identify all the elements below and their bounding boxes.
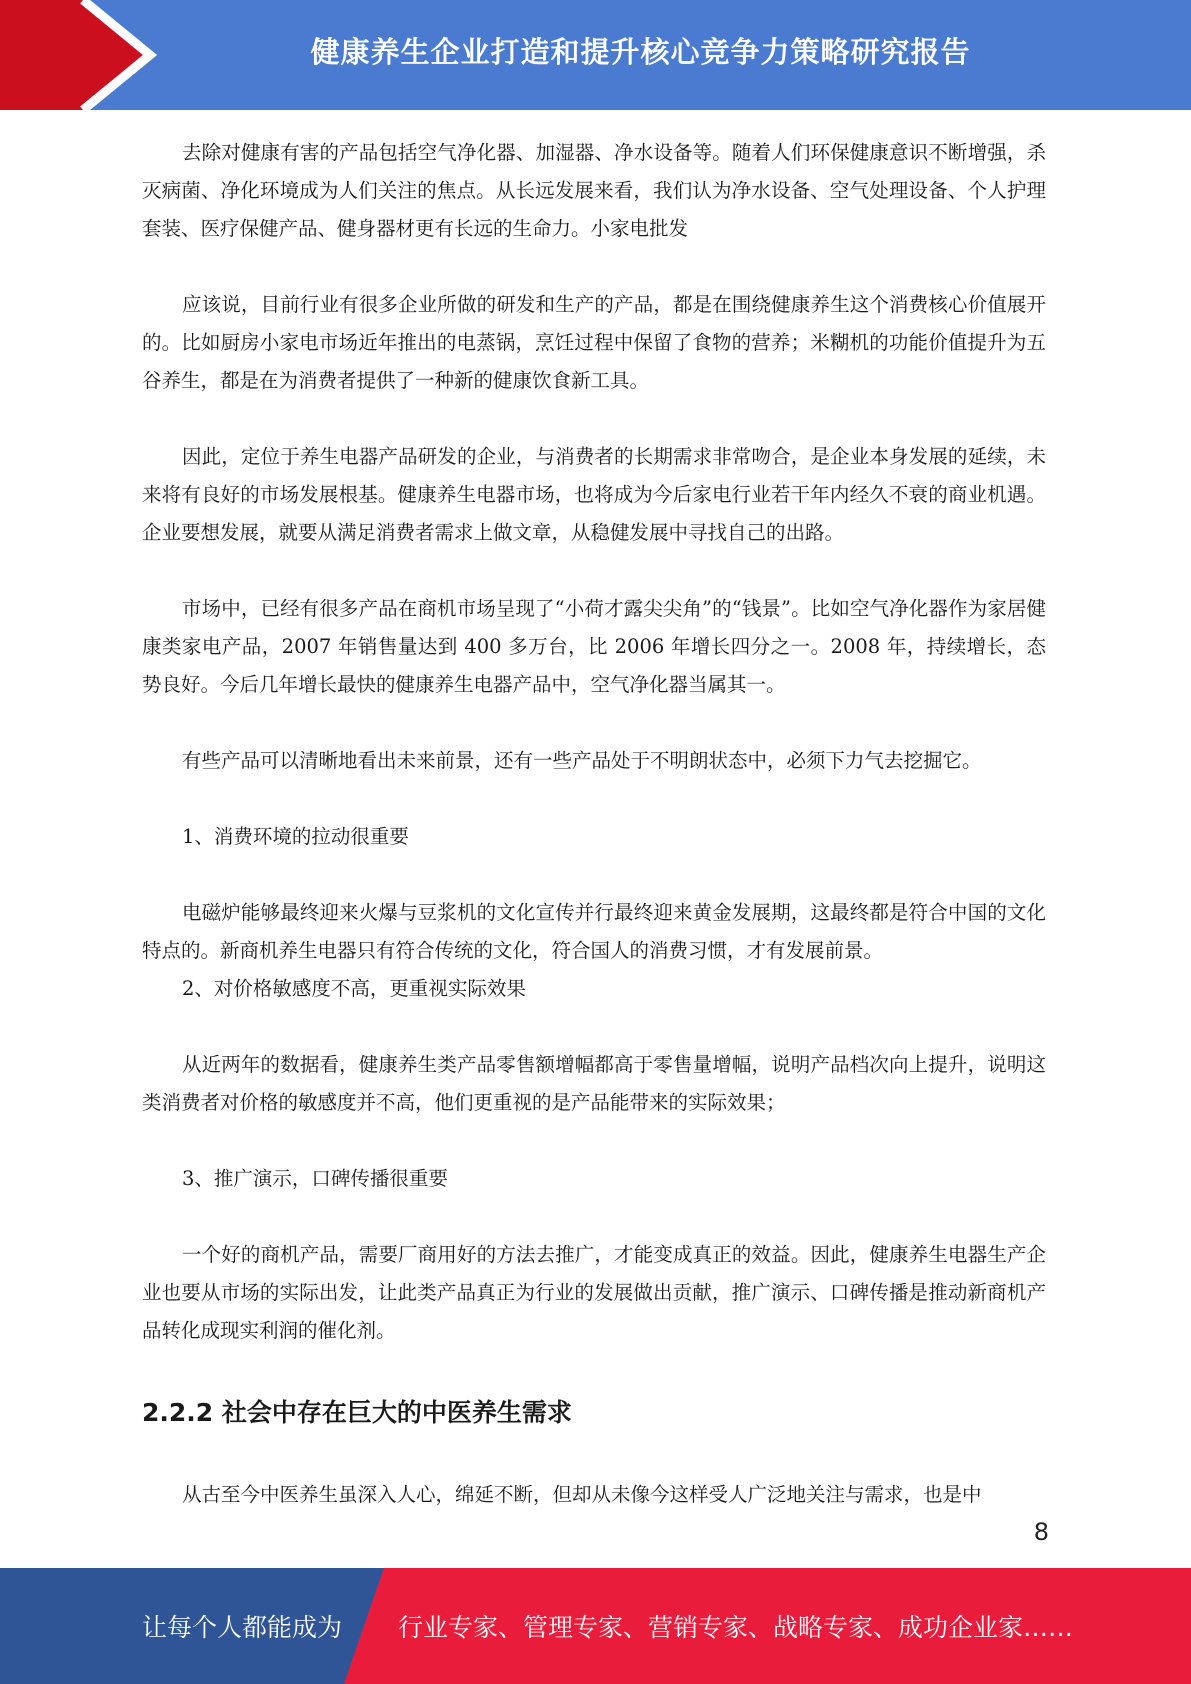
section-heading: 2.2.2 社会中存在巨大的中医养生需求: [142, 1398, 572, 1427]
paragraph: 去除对健康有害的产品包括空气净化器、加湿器、净水设备等。随着人们环保健康意识不断增强，杀灭病菌、净化环境成为人们关注的焦点。从长远发展来看，我们认为净水设备、空气处理设备、个人护理套装、医疗保健产品、健身器材更有长远的生命力。小家电批发: [142, 141, 1046, 240]
paragraph: 有些产品可以清晰地看出未来前景，还有一些产品处于不明朗状态中，必须下力气去挖掘它。: [182, 749, 982, 772]
subheading-3: 3、推广演示，口碑传播很重要: [182, 1167, 448, 1190]
page-number: 8: [1033, 1518, 1049, 1546]
document-body: [142, 134, 1046, 1514]
paragraph: 应该说，目前行业有很多企业所做的研发和生产的产品，都是在围绕健康养生这个消费核心价值展开的。比如厨房小家电市场近年推出的电蒸锅，烹饪过程中保留了食物的营养；米糊机的功能价值提升为五谷养生，都是在为消费者提供了一种新的健康饮食新工具。: [142, 293, 1046, 392]
subheading-2: 2、对价格敏感度不高，更重视实际效果: [182, 977, 526, 1000]
paragraph: 市场中，已经有很多产品在商机市场呈现了“小荷才露尖尖角”的“钱景”。比如空气净化器作为家居健康类家电产品，2007 年销售量达到 400 多万台，比 2006 年增长四分之一。2008 年，持续增长，态势良好。今后几年增长最快的健康养生电器产品中，空气净化器当属其一。: [142, 597, 1046, 696]
paragraph: 一个好的商机产品，需要厂商用好的方法去推广，才能变成真正的效益。因此，健康养生电器生产企业也要从市场的实际出发，让此类产品真正为行业的发展做出贡献，推广演示、口碑传播是推动新商机产品转化成现实利润的催化剂。: [142, 1243, 1046, 1342]
footer-bar: [0, 1568, 1191, 1684]
paragraph: 电磁炉能够最终迎来火爆与豆浆机的文化宣传并行最终迎来黄金发展期，这最终都是符合中国的文化特点的。新商机养生电器只有符合传统的文化，符合国人的消费习惯，才有发展前景。: [142, 901, 1046, 962]
footer-slogan-right: 行业专家、管理专家、营销专家、战略专家、成功企业家……: [398, 1613, 1074, 1642]
subheading-1: 1、消费环境的拉动很重要: [182, 825, 409, 848]
paragraph: 因此，定位于养生电器产品研发的企业，与消费者的长期需求非常吻合，是企业本身发展的延续，未来将有良好的市场发展根基。健康养生电器市场，也将成为今后家电行业若干年内经久不衰的商业机遇。企业要想发展，就要从满足消费者需求上做文章，从稳健发展中寻找自己的出路。: [142, 445, 1046, 544]
footer-slogan-left: 让每个人都能成为: [142, 1613, 343, 1642]
paragraph: 从近两年的数据看，健康养生类产品零售额增幅都高于零售量增幅，说明产品档次向上提升，说明这类消费者对价格的敏感度并不高，他们更重视的是产品能带来的实际效果；: [142, 1053, 1046, 1114]
header-bar: [0, 0, 1191, 110]
chevron-arrow-icon: [0, 0, 160, 110]
paragraph: 从古至今中医养生虽深入人心，绵延不断，但却从未像今这样受人广泛地关注与需求，也是中: [182, 1483, 982, 1506]
report-title: 健康养生企业打造和提升核心竞争力策略研究报告: [310, 34, 971, 69]
